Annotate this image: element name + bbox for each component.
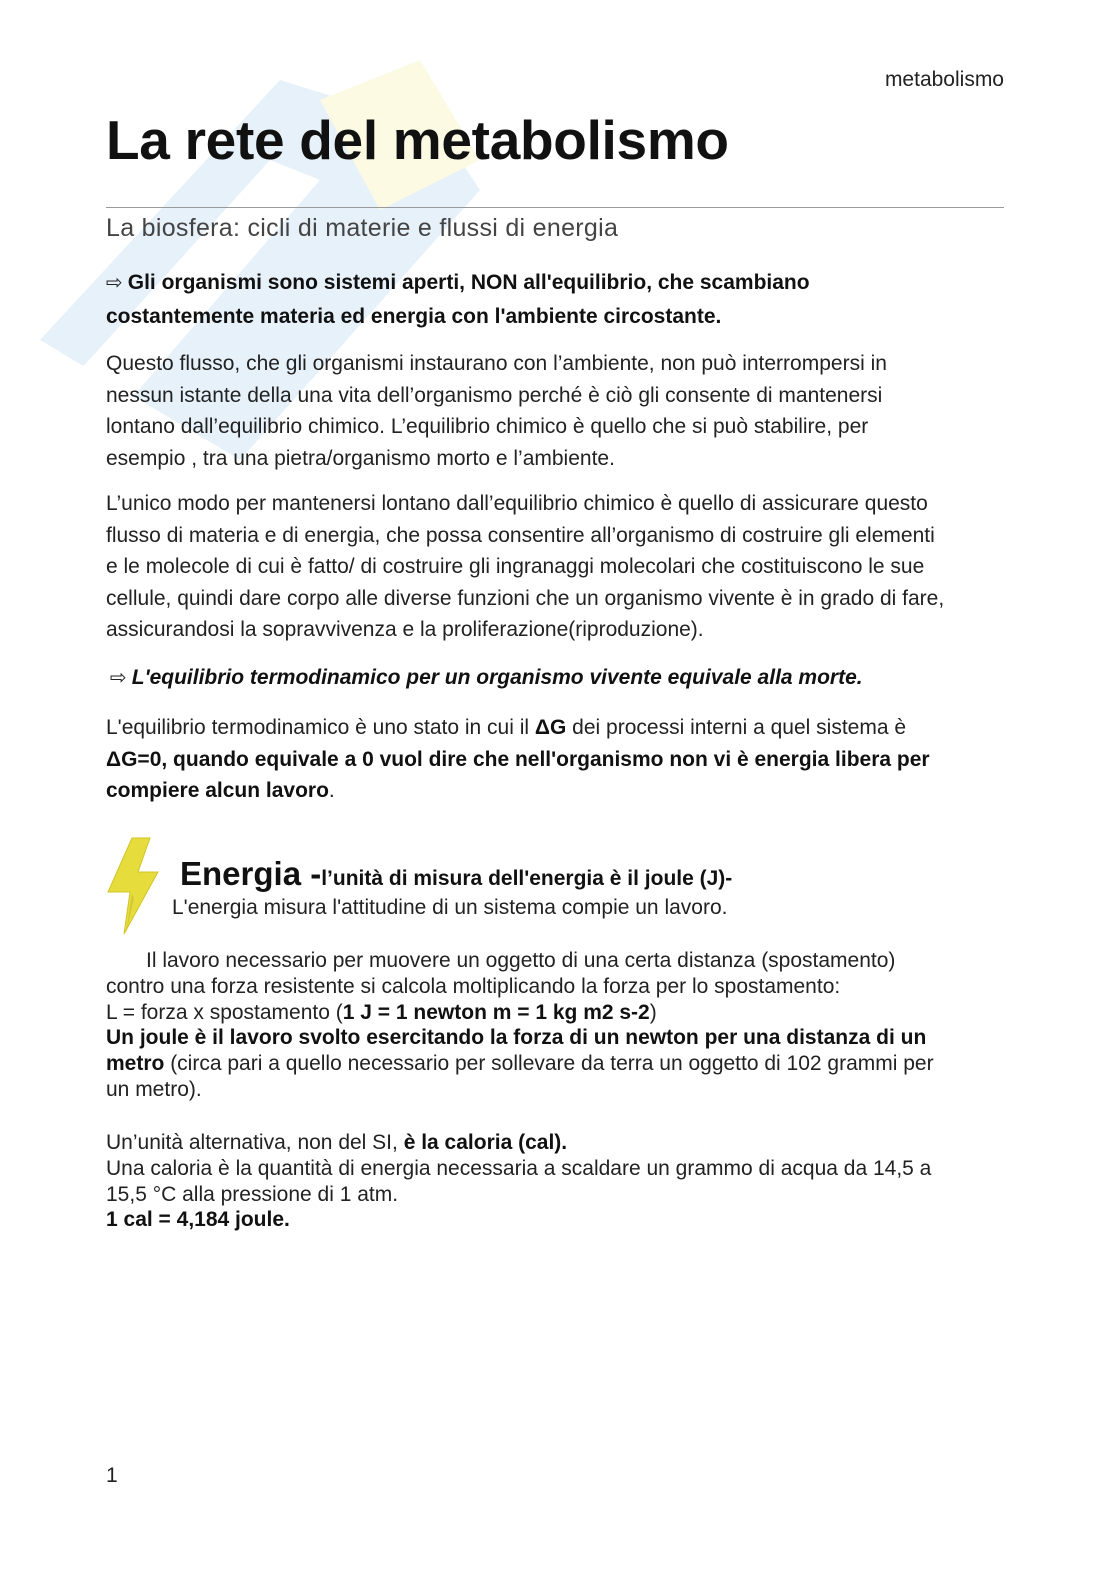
key-statement-equilibrio-morte: ⇨ L'equilibrio termodinamico per un organismo vivente equivale alla morte. <box>110 666 863 689</box>
paragraph-delta-g: L'equilibrio termodinamico è uno stato in cui il ΔG dei processi interni a quel sistema è ΔG=0, quando equivale a 0 vuol dire che nell'organismo non vi è energia libera per compiere alcun lavoro. <box>106 716 930 802</box>
arrow-right-icon: ⇨ <box>106 272 123 294</box>
energy-heading: Energia -l’unità di misura dell'energia è il joule (J)- <box>180 855 733 892</box>
paragraph-equilibrio-chimico: L’unico modo per mantenersi lontano dall’equilibrio chimico è quello di assicurare questo flusso di materia e di energia, che possa consentire all’organismo di costruire gli elementi e le molecole di cui è fatto/ di costruire gli ingranaggi molecolari che costituiscono le sue cellule, quindi dare corpo alle diverse funzioni che un organismo vivente è in grado di fare, assicurandosi la sopravvivenza e la proliferazione(riproduzione). <box>106 492 945 641</box>
title-divider <box>106 207 1004 208</box>
running-header: metabolismo <box>884 68 1004 91</box>
key-statement-open-systems: ⇨ Gli organismi sono sistemi aperti, NON all'equilibrio, che scambiano costantemente materia ed energia con l'ambiente circostante. <box>106 271 810 328</box>
lightning-bolt-icon <box>104 836 160 936</box>
energy-definition: L'energia misura l'attitudine di un sistema compie un lavoro. <box>172 896 728 919</box>
section-subtitle: La biosfera: cicli di materie e flussi di energia <box>106 214 619 242</box>
arrow-right-icon: ⇨ <box>110 667 127 689</box>
paragraph-lavoro-joule: Il lavoro necessario per muovere un oggetto di una certa distanza (spostamento) contro una forza resistente si calcola moltiplicando la forza per lo spostamento: L = forza x spostamento (1 J = 1 newton m = 1 kg m2 s-2) Un joule è il lavoro svolto esercitando la forza di un newton per una distanza di un metro (circa pari a quello necessario per sollevare da terra un oggetto di 102 grammi per un metro). <box>106 949 934 1101</box>
paragraph-caloria: Un’unità alternativa, non del SI, è la caloria (cal). Una caloria è la quantità di energia necessaria a scaldare un grammo di acqua da 14,5 a 15,5 °C alla pressione di 1 atm. 1 cal = 4,184 joule. <box>106 1131 932 1232</box>
page-title: La rete del metabolismo <box>106 109 729 171</box>
paragraph-flusso: Questo flusso, che gli organismi instaurano con l’ambiente, non può interrompersi in nessun istante della una vita dell’organismo perché è ciò gli consente di mantenersi lontano dall’equilibrio chimico. L’equilibrio chimico è quello che si può stabilire, per esempio , tra una pietra/organismo morto e l’ambiente. <box>106 352 887 470</box>
page-number: 1 <box>106 1464 118 1487</box>
